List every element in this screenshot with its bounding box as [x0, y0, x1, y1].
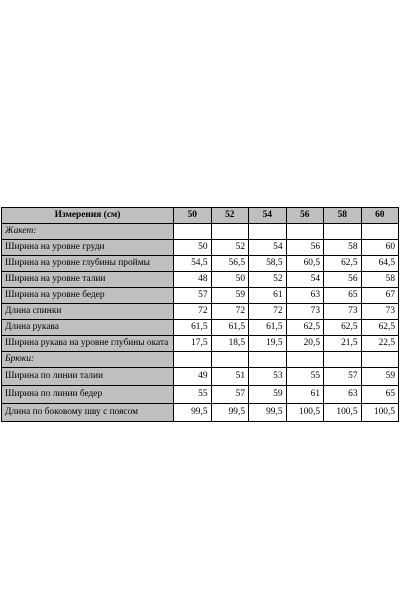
table-row [2, 256, 399, 272]
measurement-label: Ширина по линии талии [2, 368, 174, 386]
section-label: Брюки: [2, 352, 174, 368]
table-row [2, 240, 399, 256]
measurement-value: 63 [286, 288, 324, 304]
measurement-value: 58 [324, 240, 362, 256]
header-row [2, 208, 399, 224]
size-header: 60 [361, 208, 399, 224]
empty-cell [324, 224, 362, 240]
empty-cell [174, 224, 212, 240]
measurement-value: 55 [286, 368, 324, 386]
size-header: 58 [324, 208, 362, 224]
table-row [2, 272, 399, 288]
measurement-label: Ширина на уровне глубины проймы [2, 256, 174, 272]
measurement-value: 73 [324, 304, 362, 320]
measurement-value: 50 [174, 240, 212, 256]
measurement-label: Ширина по линии бедер [2, 386, 174, 404]
measurement-value: 65 [361, 386, 399, 404]
measurement-value: 99,5 [211, 404, 249, 422]
section-row-jacket [2, 224, 399, 240]
section-row-pants [2, 352, 399, 368]
empty-cell [249, 352, 287, 368]
measurement-value: 20,5 [286, 336, 324, 352]
measurement-label: Длина по боковому шву с поясом [2, 404, 174, 422]
measurement-value: 58 [361, 272, 399, 288]
measurement-label: Ширина на уровне груди [2, 240, 174, 256]
size-header: 56 [286, 208, 324, 224]
measurement-value: 51 [211, 368, 249, 386]
measurement-value: 65 [324, 288, 362, 304]
measurement-value: 60,5 [286, 256, 324, 272]
empty-cell [361, 352, 399, 368]
table-row [2, 288, 399, 304]
measurement-label: Ширина на уровне бедер [2, 288, 174, 304]
empty-cell [211, 224, 249, 240]
measurement-value: 62,5 [286, 320, 324, 336]
measurement-value: 55 [174, 386, 212, 404]
measurement-value: 48 [174, 272, 212, 288]
measurement-value: 52 [249, 272, 287, 288]
table-row [2, 336, 399, 352]
empty-cell [324, 352, 362, 368]
measurement-value: 21,5 [324, 336, 362, 352]
section-label: Жакет: [2, 224, 174, 240]
measurement-value: 59 [361, 368, 399, 386]
measurement-value: 99,5 [249, 404, 287, 422]
measurement-value: 57 [211, 386, 249, 404]
measurement-value: 52 [211, 240, 249, 256]
measurement-value: 61,5 [211, 320, 249, 336]
table-row [2, 404, 399, 422]
empty-cell [286, 224, 324, 240]
empty-cell [174, 352, 212, 368]
size-header: 54 [249, 208, 287, 224]
measurement-value: 100,5 [286, 404, 324, 422]
size-header: 50 [174, 208, 212, 224]
measurement-label: Ширина рукава на уровне глубины оката [2, 336, 174, 352]
measurement-value: 54,5 [174, 256, 212, 272]
measurement-value: 22,5 [361, 336, 399, 352]
measurement-value: 57 [174, 288, 212, 304]
empty-cell [211, 352, 249, 368]
measurement-value: 62,5 [324, 320, 362, 336]
measurement-value: 62,5 [361, 320, 399, 336]
table-row [2, 320, 399, 336]
table-row [2, 386, 399, 404]
measurement-value: 50 [211, 272, 249, 288]
size-header: 52 [211, 208, 249, 224]
measurement-value: 62,5 [324, 256, 362, 272]
measurement-value: 61 [249, 288, 287, 304]
measurement-value: 72 [211, 304, 249, 320]
measurement-value: 73 [286, 304, 324, 320]
measurement-value: 63 [324, 386, 362, 404]
measurement-value: 61,5 [174, 320, 212, 336]
table-row [2, 368, 399, 386]
empty-cell [286, 352, 324, 368]
measurement-value: 53 [249, 368, 287, 386]
measurement-value: 72 [249, 304, 287, 320]
measurement-value: 59 [249, 386, 287, 404]
size-chart-table [1, 207, 399, 422]
measurement-value: 17,5 [174, 336, 212, 352]
measurement-value: 56 [324, 272, 362, 288]
measurement-value: 67 [361, 288, 399, 304]
empty-cell [361, 224, 399, 240]
measurement-label: Длина рукава [2, 320, 174, 336]
measurement-value: 73 [361, 304, 399, 320]
measurement-value: 56 [286, 240, 324, 256]
empty-cell [249, 224, 287, 240]
measurement-value: 64,5 [361, 256, 399, 272]
measurement-value: 99,5 [174, 404, 212, 422]
measurement-value: 100,5 [361, 404, 399, 422]
measurement-value: 54 [286, 272, 324, 288]
measurement-value: 100,5 [324, 404, 362, 422]
table-row [2, 304, 399, 320]
measurement-value: 60 [361, 240, 399, 256]
measurement-value: 56,5 [211, 256, 249, 272]
measurement-value: 18,5 [211, 336, 249, 352]
measurement-value: 49 [174, 368, 212, 386]
measurement-value: 57 [324, 368, 362, 386]
measurement-label: Длина спинки [2, 304, 174, 320]
measurement-value: 61 [286, 386, 324, 404]
measurement-value: 54 [249, 240, 287, 256]
measurement-label: Ширина на уровне талии [2, 272, 174, 288]
measurement-value: 61,5 [249, 320, 287, 336]
measurement-value: 58,5 [249, 256, 287, 272]
measurement-value: 19,5 [249, 336, 287, 352]
measurement-value: 59 [211, 288, 249, 304]
header-label: Измерения (см) [2, 208, 174, 224]
measurement-value: 72 [174, 304, 212, 320]
